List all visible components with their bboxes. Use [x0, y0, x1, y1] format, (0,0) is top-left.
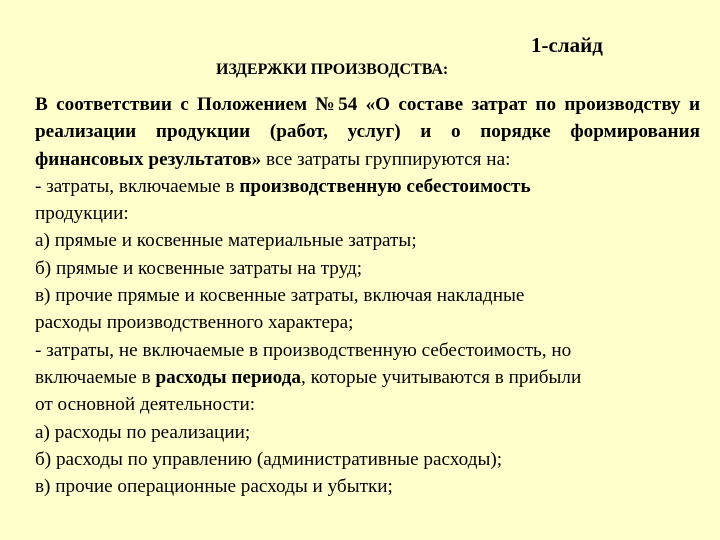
- group1-item-c-cont: расходы производственного характера;: [35, 312, 354, 334]
- intro-paragraph: [35, 91, 700, 173]
- group2-heading-line2: [35, 364, 700, 391]
- slide-body: [35, 91, 700, 500]
- group2-heading: - затраты, не включаемые в производственную себестоимость, но: [35, 339, 572, 361]
- group1-bold: производственную себестоимость: [239, 175, 531, 197]
- slide-number: 1-слайд: [531, 33, 603, 57]
- slide-title: ИЗДЕРЖКИ ПРОИЗВОДСТВА:: [216, 61, 449, 78]
- group1-item-a: а) прямые и косвенные материальные затраты;: [35, 230, 417, 252]
- group2-item-a: а) расходы по реализации;: [35, 421, 251, 443]
- group2-item-c: в) прочие операционные расходы и убытки;: [35, 476, 393, 498]
- group2-suffix: , которые учитываются в прибыли: [301, 366, 582, 388]
- group2-bold: расходы периода: [155, 366, 302, 388]
- group2-item-b: б) расходы по управлению (административные расходы);: [35, 448, 503, 470]
- group1-prefix: - затраты, включаемые в: [35, 175, 240, 197]
- intro-bold-text: В соответствии с Положением №54 «О составе затрат по производству и реализации продукции (работ, услуг) и о порядке формирования финансовых результатов»: [35, 94, 700, 170]
- group1-suffix: продукции:: [35, 203, 129, 225]
- group1-heading: [35, 173, 700, 200]
- group1-item-c: в) прочие прямые и косвенные затраты, включая накладные: [35, 285, 525, 307]
- group1-item-b: б) прямые и косвенные затраты на труд;: [35, 257, 363, 279]
- group2-prefix: включаемые в: [35, 366, 156, 388]
- intro-rest-text: все затраты группируются на:: [261, 148, 511, 170]
- group2-heading-line3: от основной деятельности:: [35, 394, 256, 416]
